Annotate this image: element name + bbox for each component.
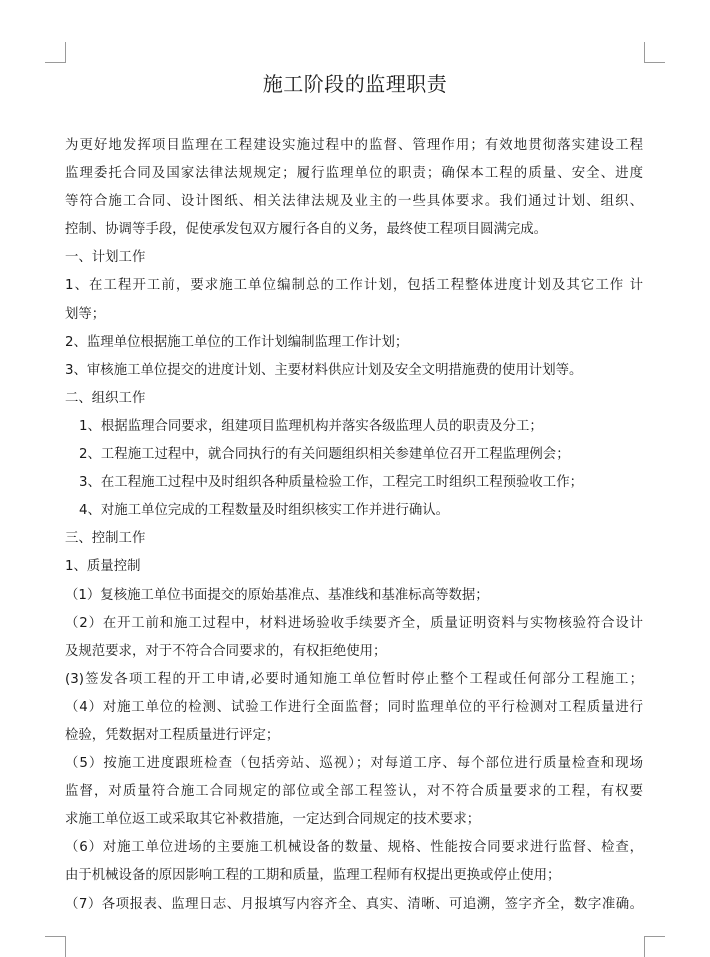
page-corner-mark-bottom-left [45, 936, 66, 957]
text-line: 3、在工程施工过程中及时组织各种质量检验工作，工程完工时组织工程预验收工作； [79, 475, 583, 491]
text-line: 1、在工程开工前，要求施工单位编制总的工作计划，包括工程整体进度计划及其它工作 计 [65, 278, 643, 294]
text-line: 2、监理单位根据施工单位的工作计划编制监理工作计划； [65, 334, 409, 350]
document-body [65, 132, 643, 919]
page-corner-mark-top-right [644, 42, 665, 63]
text-line: 2、工程施工过程中，就合同执行的有关问题组织相关参建单位召开工程监理例会； [79, 447, 570, 463]
text-line: 为更好地发挥项目监理在工程建设实施过程中的监督、管理作用；有效地贯彻落实建设工程 [65, 138, 643, 153]
text-line: 划等； [65, 306, 106, 322]
text-line: 控制、协调等手段，促使承发包双方履行各自的义务，最终使工程项目圆满完成。 [65, 222, 548, 238]
text-line: 1、根据监理合同要求，组建项目监理机构并落实各级监理人员的职责及分工； [79, 418, 543, 434]
document-title: 施工阶段的监理职责 [262, 72, 448, 96]
text-line: （1）复核施工单位书面提交的原始基准点、基准线和基准标高等数据； [65, 587, 489, 603]
text-line: 1、质量控制 [65, 559, 141, 575]
text-line: 由于机械设备的原因影响工程的工期和质量，监理工程师有权提出更换或停止使用； [65, 868, 561, 884]
text-line: （5）按施工进度跟班检查（包括旁站、巡视）；对每道工序、每个部位进行质量检查和现场 [65, 756, 643, 772]
text-line: 等符合施工合同、设计图纸、相关法律法规及业主的一些具体要求。我们通过计划、组织、 [65, 194, 643, 210]
page-corner-mark-top-left [45, 42, 66, 63]
text-line: 监督，对质量符合施工合同规定的部位或全部工程签认，对不符合质量要求的工程，有权要 [65, 784, 643, 800]
text-line: （4）对施工单位的检测、试验工作进行全面监督；同时监理单位的平行检测对工程质量进行 [65, 699, 643, 715]
text-line: 及规范要求，对于不符合合同要求的，有权拒绝使用； [65, 643, 387, 659]
text-line: 一、计划工作 [65, 250, 146, 266]
text-line: (3)签发各项工程的开工申请,必要时通知施工单位暂时停止整个工程或任何部分工程施工； [65, 671, 643, 687]
page-corner-mark-bottom-right [644, 936, 665, 957]
text-line: 监理委托合同及国家法律法规规定；履行监理单位的职责；确保本工程的质量、安全、进度 [65, 166, 643, 182]
text-line: （6）对施工单位进场的主要施工机械设备的数量、规格、性能按合同要求进行监督、检查， [65, 840, 643, 856]
text-line: 4、对施工单位完成的工程数量及时组织核实工作并进行确认。 [79, 503, 450, 519]
text-line: 二、组织工作 [65, 390, 146, 406]
text-line: 三、控制工作 [65, 531, 146, 547]
text-line: 检验，凭数据对工程质量进行评定； [65, 727, 280, 743]
text-line: 求施工单位返工或采取其它补救措施，一定达到合同规定的技术要求； [65, 812, 481, 828]
text-line: （2）在开工前和施工过程中，材料进场验收手续要齐全，质量证明资料与实物核验符合设计 [65, 615, 643, 631]
text-line: 3、审核施工单位提交的进度计划、主要材料供应计划及安全文明措施费的使用计划等。 [65, 362, 583, 378]
text-line: （7）各项报表、监理日志、月报填写内容齐全、真实、清晰、可追溯，签字齐全，数字准确。 [65, 896, 643, 912]
